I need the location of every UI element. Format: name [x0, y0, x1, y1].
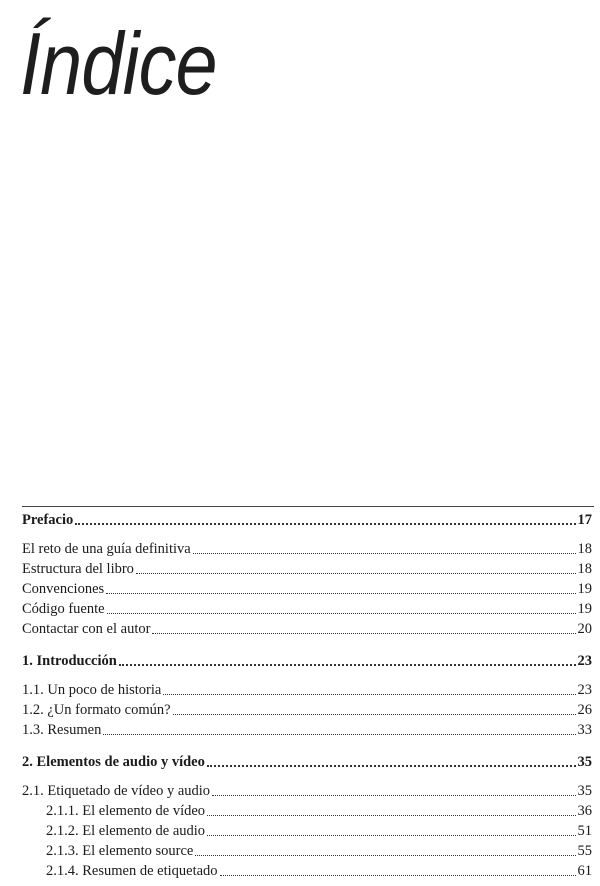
toc-entry-introduccion[interactable] [22, 650, 592, 670]
leader-dots [75, 523, 575, 525]
toc-entry-page: 20 [577, 621, 592, 637]
toc-entry-page: 23 [577, 682, 592, 698]
toc-entry-title: El reto de una guía definitiva [22, 541, 191, 557]
toc-entry-page: 36 [577, 803, 592, 819]
toc-entry-page: 26 [577, 702, 592, 718]
leader-dots [207, 835, 575, 836]
leader-dots [136, 573, 576, 574]
toc-entry-title: 2.1.1. El elemento de vídeo [46, 803, 206, 819]
leader-dots [173, 714, 576, 715]
toc-entry-formato[interactable] [22, 699, 592, 719]
leader-dots [207, 765, 576, 767]
toc-entry-source[interactable] [46, 840, 592, 860]
toc-entry-title: Convenciones [22, 581, 105, 597]
leader-dots [193, 553, 576, 554]
toc-entry-title: Prefacio [22, 512, 74, 528]
leader-dots [212, 795, 575, 796]
toc-entry-page: 33 [577, 722, 592, 738]
toc-entry-page: 51 [577, 823, 592, 839]
toc-entry-resumen-etiquetado[interactable] [46, 860, 592, 880]
toc-entry-page: 19 [577, 581, 592, 597]
toc-entry-page: 18 [577, 541, 592, 557]
toc-entry-page: 61 [577, 863, 592, 879]
leader-dots [152, 633, 575, 634]
toc-entry-page: 17 [577, 512, 592, 528]
leader-dots [207, 815, 575, 816]
toc-entry-contactar[interactable] [22, 618, 592, 638]
toc-entry-elementos[interactable] [22, 751, 592, 771]
toc-entry-title: 2.1.2. El elemento de audio [46, 823, 206, 839]
toc-entry-page: 35 [577, 754, 592, 770]
toc-entry-title: 2. Elementos de audio y vídeo [22, 754, 205, 770]
leader-dots [106, 593, 575, 594]
toc-entry-page: 35 [577, 783, 592, 799]
leader-dots [220, 875, 576, 876]
leader-dots [163, 694, 575, 695]
toc-entry-convenciones[interactable] [22, 578, 592, 598]
toc-entry-historia[interactable] [22, 679, 592, 699]
toc-entry-reto[interactable] [22, 538, 592, 558]
toc-entry-title: 2.1.4. Resumen de etiquetado [46, 863, 218, 879]
toc-entry-title: 1.2. ¿Un formato común? [22, 702, 171, 718]
leader-dots [103, 734, 575, 735]
page-title: Índice [20, 14, 217, 113]
toc-entry-estructura[interactable] [22, 558, 592, 578]
toc-entry-codigo[interactable] [22, 598, 592, 618]
toc-entry-video[interactable] [46, 800, 592, 820]
toc-entry-title: Estructura del libro [22, 561, 134, 577]
toc-entry-title: 1.3. Resumen [22, 722, 102, 738]
leader-dots [195, 855, 575, 856]
toc-entry-prefacio[interactable] [22, 509, 592, 529]
toc-entry-page: 19 [577, 601, 592, 617]
toc-entry-resumen-1[interactable] [22, 719, 592, 739]
toc-entry-title: 1. Introducción [22, 653, 117, 669]
toc-entry-page: 23 [577, 653, 592, 669]
toc-entry-audio[interactable] [46, 820, 592, 840]
toc-entry-etiquetado[interactable] [22, 780, 592, 800]
leader-dots [107, 613, 576, 614]
toc-entry-title: 2.1.3. El elemento source [46, 843, 194, 859]
toc-entry-page: 55 [577, 843, 592, 859]
toc-entry-title: Código fuente [22, 601, 105, 617]
toc-entry-title: 1.1. Un poco de historia [22, 682, 162, 698]
toc-entry-title: 2.1. Etiquetado de vídeo y audio [22, 783, 211, 799]
toc-entry-page: 18 [577, 561, 592, 577]
leader-dots [119, 664, 576, 666]
toc-entry-title: Contactar con el autor [22, 621, 151, 637]
